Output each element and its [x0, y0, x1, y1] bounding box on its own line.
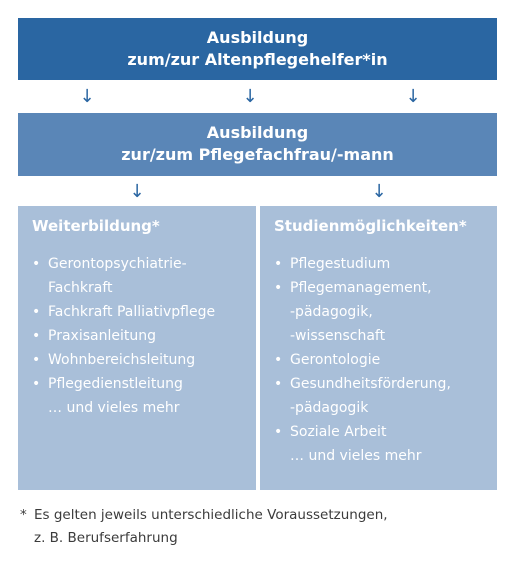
- list-item-continuation: … und vieles mehr: [48, 400, 180, 416]
- bullet-icon: •: [274, 256, 283, 272]
- list-item-text: Gerontopsychiatrie-: [48, 256, 187, 272]
- list-item-text: Gesundheitsförderung,: [290, 376, 451, 392]
- bullet-icon: •: [32, 328, 41, 344]
- bullet-icon: •: [32, 256, 41, 272]
- list-item-text: Pflegemanagement,: [290, 280, 432, 296]
- studienmoeglichkeiten-column: [260, 206, 497, 490]
- weiterbildung-column: [18, 206, 256, 490]
- top-box-line-1: Ausbildung: [206, 28, 309, 47]
- list-item: [274, 276, 485, 300]
- second-box-line-2: zur/zum Pflegefachfrau/-mann: [121, 145, 394, 164]
- footnote-line-1: Es gelten jeweils unterschiedliche Voraussetzungen,: [34, 507, 388, 523]
- list-item: [32, 324, 244, 348]
- list-item-text: Pflegedienstleitung: [48, 376, 183, 392]
- list-item-text: Soziale Arbeit: [290, 424, 387, 440]
- list-item-continuation: Fachkraft: [48, 280, 113, 296]
- bullet-icon: •: [274, 352, 283, 368]
- bullet-icon: •: [32, 352, 41, 368]
- list-item: [32, 372, 244, 396]
- arrow-down-icon: ↓: [242, 86, 258, 107]
- arrow-down-icon: ↓: [371, 181, 387, 202]
- bullet-icon: •: [274, 376, 283, 392]
- arrow-down-icon: ↓: [129, 181, 145, 202]
- bullet-icon: •: [274, 280, 283, 296]
- list-item-text: Wohnbereichsleitung: [48, 352, 196, 368]
- list-item: [32, 252, 244, 276]
- list-item: [274, 372, 485, 396]
- footnote-line-2: z. B. Berufserfahrung: [34, 530, 178, 546]
- list-item-continuation: -wissenschaft: [290, 328, 386, 344]
- studienmoeglichkeiten-list: [274, 252, 485, 468]
- list-item-continuation: -pädagogik: [290, 400, 369, 416]
- list-item: [32, 348, 244, 372]
- footnote-marker: *: [20, 507, 27, 523]
- bullet-icon: •: [32, 376, 41, 392]
- arrow-down-icon: ↓: [405, 86, 421, 107]
- list-item-continuation: … und vieles mehr: [290, 448, 422, 464]
- altenpflegehelfer-training-box: [18, 18, 497, 80]
- footnote: [20, 504, 500, 550]
- list-item-text: Praxisanleitung: [48, 328, 156, 344]
- pflegefachfrau-training-box: [18, 113, 497, 176]
- list-item: [274, 420, 485, 444]
- bullet-icon: •: [274, 424, 283, 440]
- weiterbildung-list: [32, 252, 244, 420]
- bullet-icon: •: [32, 304, 41, 320]
- second-box-line-1: Ausbildung: [206, 123, 309, 142]
- studienmoeglichkeiten-title: Studienmöglichkeiten*: [274, 217, 467, 235]
- list-item-text: Fachkraft Palliativpflege: [48, 304, 216, 320]
- list-item-text: Pflegestudium: [290, 256, 391, 272]
- top-box-line-2: zum/zur Altenpflegehelfer*in: [127, 50, 388, 69]
- list-item: [274, 252, 485, 276]
- list-item-text: Gerontologie: [290, 352, 381, 368]
- arrow-down-icon: ↓: [79, 86, 95, 107]
- weiterbildung-title: Weiterbildung*: [32, 217, 160, 235]
- list-item: [32, 300, 244, 324]
- list-item: [274, 348, 485, 372]
- list-item-continuation: -pädagogik,: [290, 304, 373, 320]
